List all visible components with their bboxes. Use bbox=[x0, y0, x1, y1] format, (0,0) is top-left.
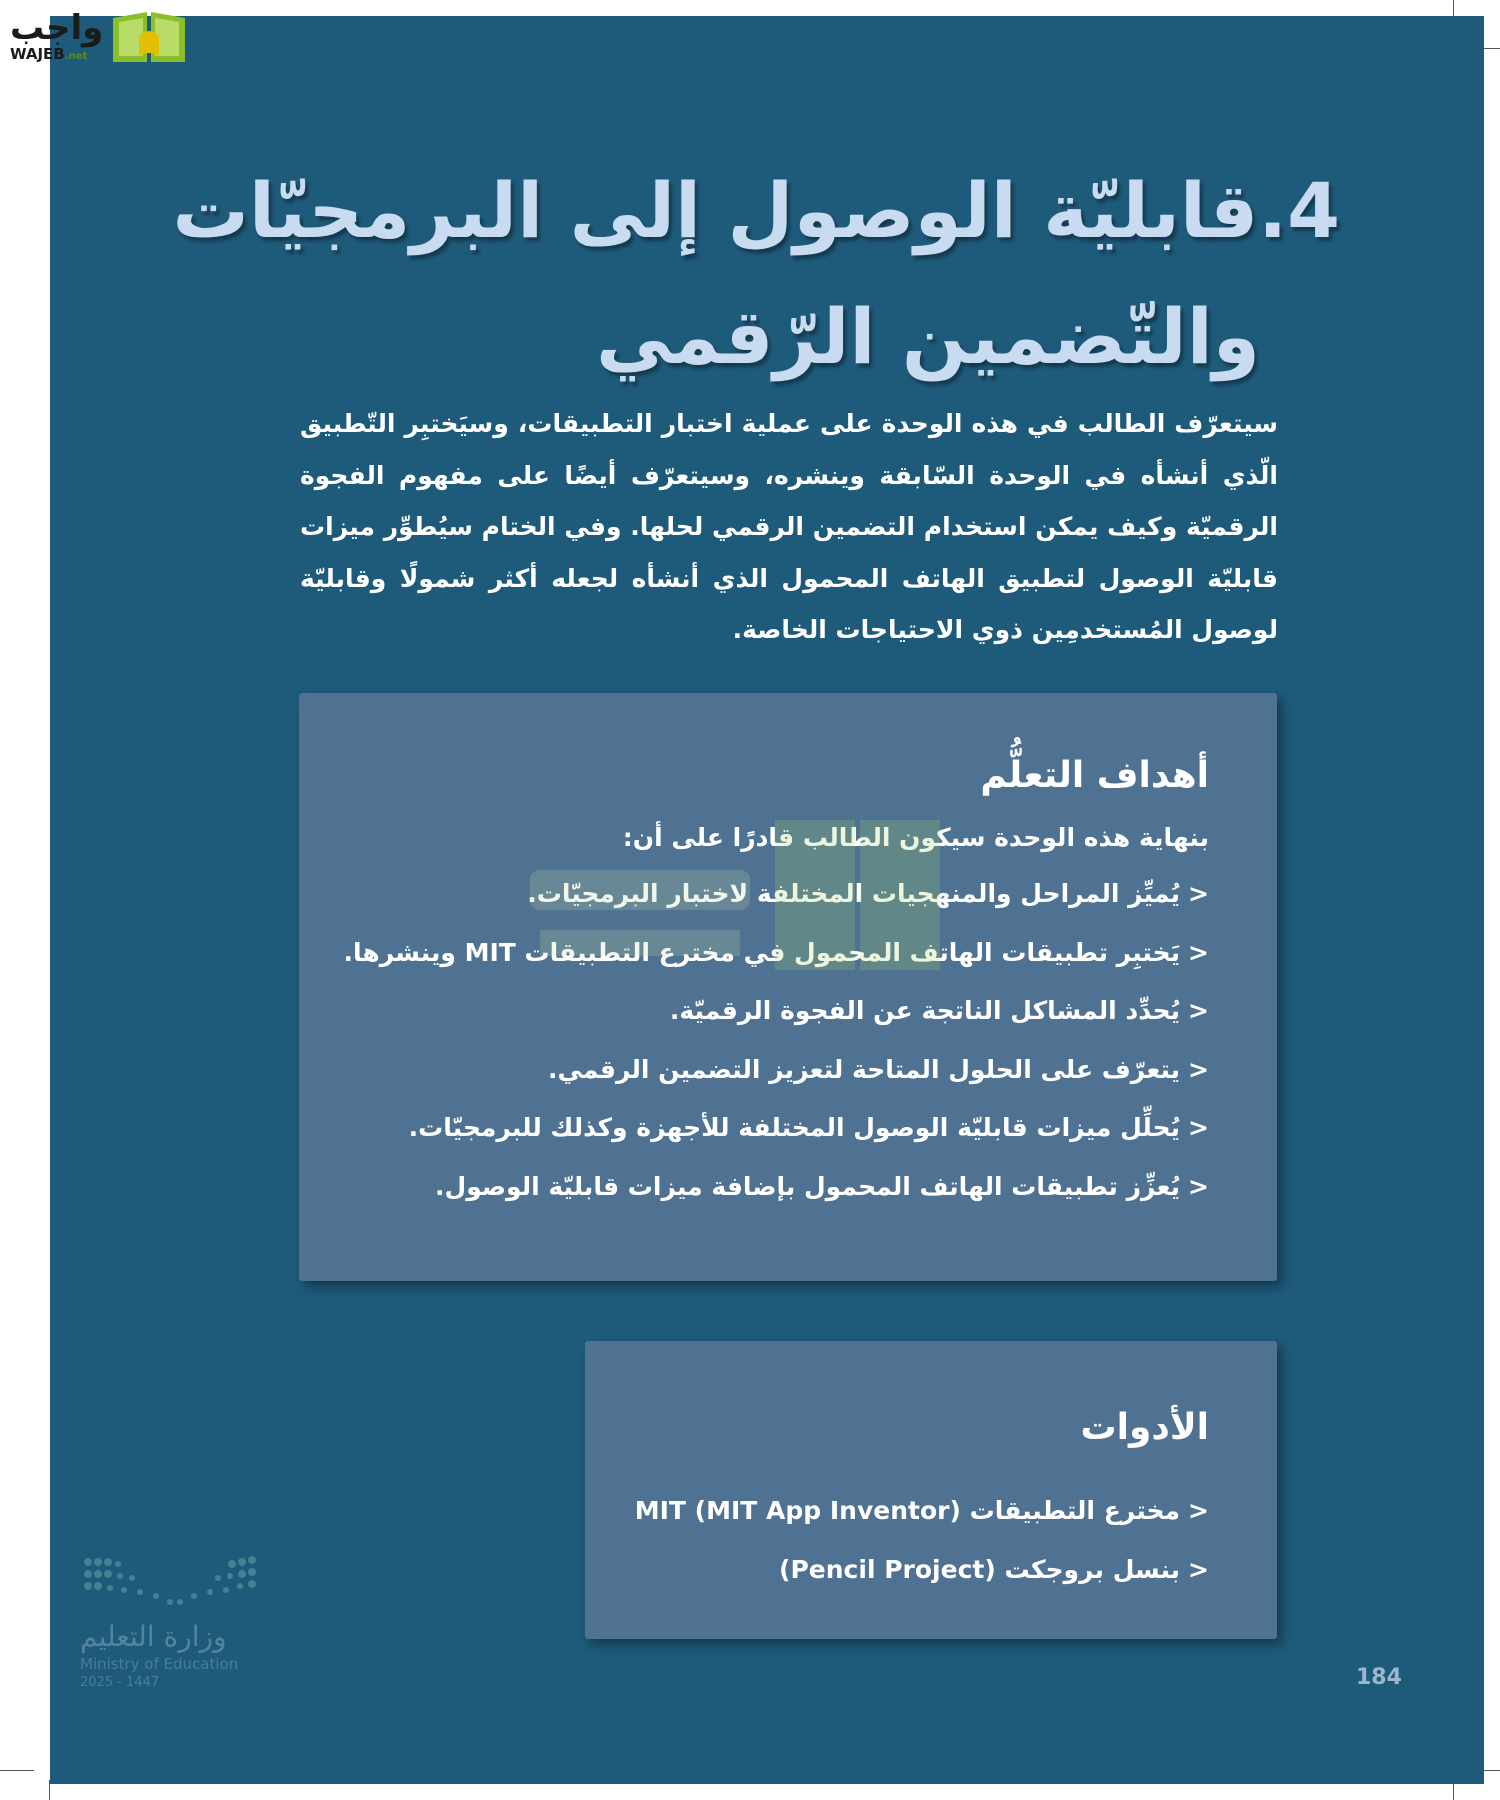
chapter-title-line2: والتّضمين الرّقمي bbox=[595, 292, 1260, 381]
ministry-name-arabic: وزارة التعليم bbox=[80, 1620, 227, 1653]
wajeb-logo-latin: WAJEB.net bbox=[10, 44, 88, 63]
list-item: <يُحلِّل ميزات قابليّة الوصول المختلفة للأجهزة وكذلك للبرمجيّات. bbox=[408, 1113, 1209, 1142]
ministry-name-english: Ministry of Education bbox=[80, 1655, 239, 1673]
crop-mark bbox=[0, 1770, 34, 1771]
wajeb-logo[interactable] bbox=[10, 4, 189, 68]
chevron-bullet-icon: < bbox=[1188, 996, 1209, 1025]
tools-heading: الأدوات bbox=[1080, 1407, 1209, 1448]
list-item: <بنسل بروجكت (Pencil Project) bbox=[779, 1554, 1209, 1584]
ministry-dots-icon bbox=[80, 1552, 260, 1614]
list-item: <مخترع التطبيقات MIT (MIT App Inventor) bbox=[634, 1496, 1209, 1525]
chapter-title-line1: 4.قابليّة الوصول إلى البرمجيّات bbox=[172, 166, 1340, 255]
chevron-bullet-icon: < bbox=[1188, 1496, 1209, 1525]
learning-goals-list bbox=[344, 865, 1209, 1216]
list-item: <يُميِّز المراحل والمنهجيات المختلفة لاختبار البرمجيّات. bbox=[527, 879, 1209, 908]
learning-goals-heading: أهداف التعلُّم bbox=[980, 755, 1209, 796]
chevron-bullet-icon: < bbox=[1188, 937, 1209, 967]
wajeb-logo-arabic: واجب bbox=[10, 7, 104, 48]
chevron-bullet-icon: < bbox=[1188, 1054, 1209, 1084]
learning-goals-panel bbox=[299, 693, 1277, 1281]
ministry-of-education-logo bbox=[80, 1552, 280, 1690]
list-item: <يتعرّف على الحلول المتاحة لتعزيز التضمين الرقمي. bbox=[548, 1054, 1209, 1084]
learning-goals-lead: بنهاية هذه الوحدة سيكون الطالب قادرًا على أن: bbox=[622, 823, 1209, 852]
chevron-bullet-icon: < bbox=[1188, 1171, 1209, 1201]
list-item: <يُعزِّز تطبيقات الهاتف المحمول بإضافة ميزات قابليّة الوصول. bbox=[435, 1171, 1209, 1201]
page-number: 184 bbox=[1356, 1665, 1402, 1690]
chapter-title bbox=[100, 148, 1340, 400]
wajeb-logo-text bbox=[10, 7, 104, 63]
chevron-bullet-icon: < bbox=[1188, 1554, 1209, 1584]
ministry-year: 2025 - 1447 bbox=[80, 1675, 160, 1690]
chevron-bullet-icon: < bbox=[1188, 1113, 1209, 1142]
green-open-book-icon bbox=[109, 6, 189, 66]
intro-paragraph: سيتعرّف الطالب في هذه الوحدة على عملية اختبار التطبيقات، وسيَختبِر التّطبيق الّذي أنشأه في الوحدة السّابقة وينشره، وسيتعرّف أيضًا على مفهوم الفجوة الرقميّة وكيف يمكن استخدام التضمين الرقمي لحلها. وفي الختام سيُطوِّر ميزات قابليّة الوصول لتطبيق الهاتف المحمول الذي أنشأه لجعله أكثر شمولًا وقابليّة لوصول المُستخدمِين ذوي الاحتياجات الخاصة. bbox=[300, 409, 1278, 644]
list-item: <يَختبِر تطبيقات الهاتف المحمول في مخترع التطبيقات MIT وينشرها. bbox=[343, 937, 1209, 967]
chevron-bullet-icon: < bbox=[1188, 879, 1209, 908]
tools-panel bbox=[585, 1341, 1277, 1639]
tools-list bbox=[635, 1482, 1209, 1599]
list-item: <يُحدِّد المشاكل الناتجة عن الفجوة الرقميّة. bbox=[669, 996, 1209, 1025]
